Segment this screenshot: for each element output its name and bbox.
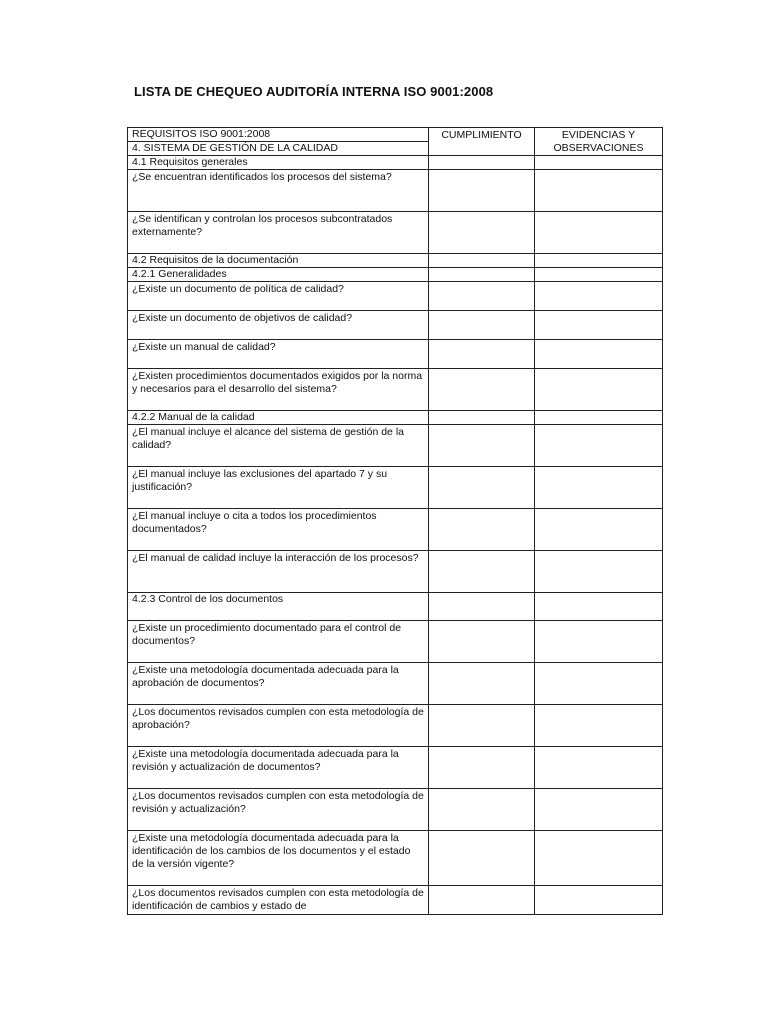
compliance-cell[interactable] [429,789,535,831]
compliance-cell[interactable] [429,282,535,311]
evidence-cell[interactable] [535,551,663,593]
evidence-cell[interactable] [535,170,663,212]
question-cell: ¿Se identifican y controlan los procesos subcontratados externamente? [128,212,429,254]
table-row [128,170,663,212]
compliance-cell[interactable] [429,551,535,593]
evidence-cell[interactable] [535,467,663,509]
compliance-cell[interactable] [429,311,535,340]
section-heading: 4. SISTEMA DE GESTIÓN DE LA CALIDAD [128,142,429,156]
question-cell: ¿El manual de calidad incluye la interacción de los procesos? [128,551,429,593]
question-cell: ¿Existe una metodología documentada adecuada para la identificación de los cambios de los documentos y el estado de la versión vigente? [128,831,429,886]
question-cell: ¿Existe una metodología documentada adecuada para la aprobación de documentos? [128,663,429,705]
question-cell: ¿Se encuentran identificados los procesos del sistema? [128,170,429,212]
evidence-cell[interactable] [535,282,663,311]
evidence-cell[interactable] [535,705,663,747]
evidence-cell[interactable] [535,311,663,340]
table-row [128,425,663,467]
table-row [128,268,663,282]
evidence-header: EVIDENCIAS Y OBSERVACIONES [535,128,663,156]
question-cell: ¿Los documentos revisados cumplen con esta metodología de aprobación? [128,705,429,747]
section-heading: 4.2.2 Manual de la calidad [128,411,429,425]
evidence-cell[interactable] [535,340,663,369]
table-header-row [128,128,663,142]
compliance-header: CUMPLIMIENTO [429,128,535,156]
table-row [128,212,663,254]
evidence-cell[interactable] [535,593,663,621]
evidence-cell[interactable] [535,268,663,282]
compliance-cell[interactable] [429,212,535,254]
section-heading: 4.2.1 Generalidades [128,268,429,282]
question-cell: ¿Existe un documento de objetivos de calidad? [128,311,429,340]
evidence-cell[interactable] [535,212,663,254]
table-row [128,509,663,551]
table-row [128,551,663,593]
compliance-cell[interactable] [429,467,535,509]
table-row [128,663,663,705]
table-row [128,311,663,340]
compliance-cell[interactable] [429,831,535,886]
table-row [128,340,663,369]
question-cell: ¿Existen procedimientos documentados exigidos por la norma y necesarios para el desarrollo del sistema? [128,369,429,411]
table-row [128,593,663,621]
compliance-cell[interactable] [429,170,535,212]
question-cell: ¿El manual incluye las exclusiones del apartado 7 y su justificación? [128,467,429,509]
table-row [128,411,663,425]
document-title: LISTA DE CHEQUEO AUDITORÍA INTERNA ISO 9001:2008 [134,84,494,99]
evidence-cell[interactable] [535,509,663,551]
evidence-cell[interactable] [535,831,663,886]
question-cell: ¿Existe una metodología documentada adecuada para la revisión y actualización de documentos? [128,747,429,789]
table-row [128,705,663,747]
section-heading: 4.2.3 Control de los documentos [128,593,429,621]
evidence-cell[interactable] [535,621,663,663]
question-cell: ¿Existe un procedimiento documentado para el control de documentos? [128,621,429,663]
table-row [128,369,663,411]
table-row [128,621,663,663]
table-row [128,254,663,268]
audit-checklist-table [127,127,663,915]
question-cell: ¿Existe un documento de política de calidad? [128,282,429,311]
section-heading: 4.2 Requisitos de la documentación [128,254,429,268]
compliance-cell[interactable] [429,156,535,170]
evidence-cell[interactable] [535,369,663,411]
evidence-cell[interactable] [535,254,663,268]
evidence-cell[interactable] [535,747,663,789]
evidence-cell[interactable] [535,425,663,467]
table-row [128,831,663,886]
table-row [128,156,663,170]
compliance-cell[interactable] [429,663,535,705]
evidence-cell[interactable] [535,156,663,170]
compliance-cell[interactable] [429,747,535,789]
compliance-cell[interactable] [429,340,535,369]
question-cell: ¿Los documentos revisados cumplen con esta metodología de identificación de cambios y estado de [128,886,429,915]
compliance-cell[interactable] [429,369,535,411]
compliance-cell[interactable] [429,425,535,467]
table-row [128,467,663,509]
question-cell: ¿El manual incluye el alcance del sistema de gestión de la calidad? [128,425,429,467]
evidence-cell[interactable] [535,663,663,705]
compliance-cell[interactable] [429,509,535,551]
evidence-cell[interactable] [535,886,663,915]
evidence-cell[interactable] [535,411,663,425]
table-row [128,886,663,915]
compliance-cell[interactable] [429,254,535,268]
compliance-cell[interactable] [429,705,535,747]
requirements-header: REQUISITOS ISO 9001:2008 [128,128,429,142]
compliance-cell[interactable] [429,886,535,915]
compliance-cell[interactable] [429,593,535,621]
compliance-cell[interactable] [429,621,535,663]
table-row [128,789,663,831]
question-cell: ¿Los documentos revisados cumplen con esta metodología de revisión y actualización? [128,789,429,831]
question-cell: ¿Existe un manual de calidad? [128,340,429,369]
evidence-cell[interactable] [535,789,663,831]
compliance-cell[interactable] [429,411,535,425]
compliance-cell[interactable] [429,268,535,282]
table-row [128,747,663,789]
table-row [128,282,663,311]
section-heading: 4.1 Requisitos generales [128,156,429,170]
question-cell: ¿El manual incluye o cita a todos los procedimientos documentados? [128,509,429,551]
